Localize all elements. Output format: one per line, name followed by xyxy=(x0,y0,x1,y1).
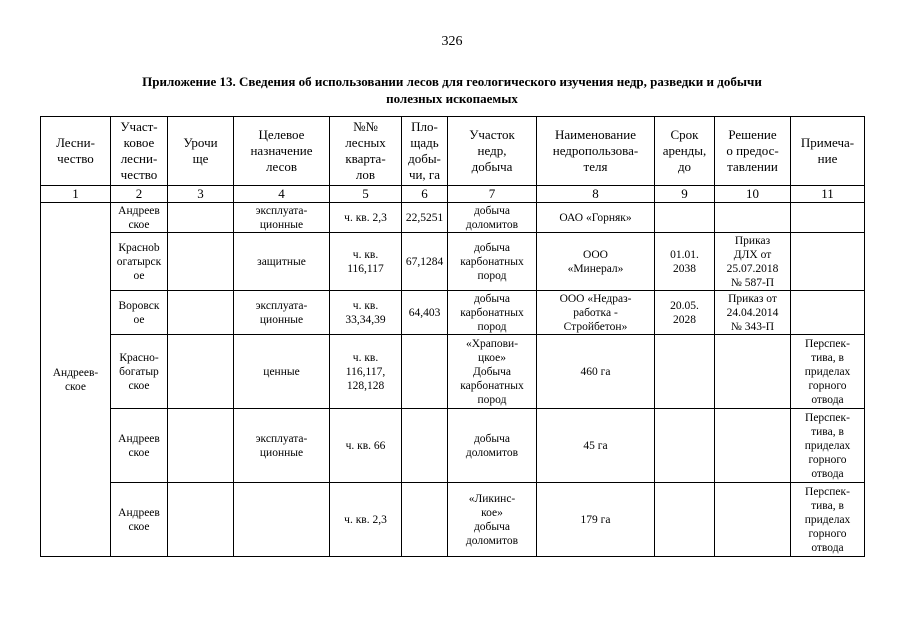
cell-text-line: пород xyxy=(477,393,507,406)
header-tract xyxy=(168,117,234,186)
cell-text-line: лесни- xyxy=(120,151,158,166)
cell-text-line: ч. кв. xyxy=(352,351,379,364)
cell-text-line: ч. кв. 2,3 xyxy=(344,513,387,526)
tract-cell xyxy=(168,483,234,557)
cell-text-line: Андреев xyxy=(118,506,160,519)
cell-text-line: «Ликинс- xyxy=(468,492,516,505)
cell-text-line: 64,403 xyxy=(408,306,441,319)
decision-cell xyxy=(715,483,791,557)
cell-text-line: недр, xyxy=(477,143,507,158)
cell-text-line: Перспек- xyxy=(805,337,850,350)
cell-text-line: ще xyxy=(192,151,209,166)
cell-text-line: Андреев xyxy=(118,432,160,445)
cell-text-line: добыча xyxy=(473,292,511,305)
cell-text-line: эксплуата- xyxy=(255,204,308,217)
cell-text-line: доломитов xyxy=(465,218,519,231)
cell-text-line: ское xyxy=(128,446,150,459)
cell-text-line: огатырск xyxy=(116,255,162,268)
note-cell xyxy=(791,335,865,409)
cell-text-line: чи, га xyxy=(408,167,441,182)
cell-text-line: эксплуата- xyxy=(255,432,308,445)
cell-text-line: Краснob xyxy=(118,241,160,254)
cell-text-line: тавлении xyxy=(727,159,778,174)
header-row xyxy=(41,117,865,186)
cell-text-line: 22,5251 xyxy=(405,211,444,224)
header-subsoil xyxy=(448,117,537,186)
user-cell xyxy=(537,409,655,483)
purpose-cell xyxy=(234,233,330,291)
cell-text-line: отвода xyxy=(811,393,844,406)
cell-text-line: Участ- xyxy=(120,119,158,134)
purpose-cell xyxy=(234,335,330,409)
cell-text-line: ое xyxy=(133,269,145,282)
cell-text-line: кварта- xyxy=(345,151,386,166)
document-title xyxy=(60,73,844,107)
cell-text-line: Примеча- xyxy=(800,135,855,150)
header-quarters xyxy=(330,117,402,186)
user-cell xyxy=(537,203,655,233)
cell-text-line: ционные xyxy=(259,218,304,231)
user-cell xyxy=(537,233,655,291)
district-cell xyxy=(111,483,168,557)
cell-text-line: добыча xyxy=(473,432,511,445)
cell-text-line: тива, в xyxy=(811,425,844,438)
purpose-cell xyxy=(234,409,330,483)
cell-text-line: пород xyxy=(477,320,507,333)
cell-text-line: теля xyxy=(583,159,608,174)
cell-text-line: назначение xyxy=(250,143,313,158)
cell-text-line: горного xyxy=(808,453,847,466)
cell-text-line: Андреев xyxy=(118,204,160,217)
cell-text-line: ние xyxy=(817,151,838,166)
cell-text-line: добыча xyxy=(471,159,513,174)
user-cell xyxy=(537,483,655,557)
cell-text-line: ое xyxy=(133,313,145,326)
column-number-row xyxy=(41,186,865,203)
area-cell xyxy=(402,233,448,291)
column-number: 8 xyxy=(537,186,655,203)
purpose-cell xyxy=(234,483,330,557)
district-cell xyxy=(111,409,168,483)
purpose-cell xyxy=(234,291,330,335)
cell-text-line: Урочи xyxy=(183,135,218,150)
cell-text-line: ДЛХ от xyxy=(733,248,772,261)
cell-text-line: «Храпови- xyxy=(465,337,519,350)
cell-text-line: тива, в xyxy=(811,351,844,364)
cell-text-line: Наименование xyxy=(555,127,636,142)
cell-text-line: карбонатных xyxy=(460,306,524,319)
tract-cell xyxy=(168,291,234,335)
cell-text-line: аренды, xyxy=(662,143,707,158)
cell-text-line: Перспек- xyxy=(805,411,850,424)
area-cell xyxy=(402,291,448,335)
cell-text-line: 20.05. xyxy=(670,299,699,312)
cell-text-line: ООО «Недраз- xyxy=(559,292,632,305)
area-cell xyxy=(402,203,448,233)
forestry-cell xyxy=(41,203,111,557)
cell-text-line: лесных xyxy=(345,135,386,150)
cell-text-line: недропользова- xyxy=(552,143,639,158)
header-area xyxy=(402,117,448,186)
cell-text-line: Участок xyxy=(469,127,515,142)
decision-cell xyxy=(715,233,791,291)
user-cell xyxy=(537,335,655,409)
cell-text-line: ционные xyxy=(259,313,304,326)
tract-cell xyxy=(168,409,234,483)
cell-text-line: Лесни- xyxy=(56,135,95,150)
table-row xyxy=(41,483,865,557)
cell-text-line: щадь xyxy=(410,135,439,150)
quarters-cell xyxy=(330,291,402,335)
cell-text-line: защитные xyxy=(257,255,306,268)
cell-text-line: ковое xyxy=(123,135,155,150)
header-lease xyxy=(655,117,715,186)
district-cell xyxy=(111,233,168,291)
cell-text-line: эксплуата- xyxy=(255,299,308,312)
cell-text-line: ч. кв. xyxy=(352,299,379,312)
cell-text-line: № 343-П xyxy=(730,320,775,333)
subsoil-cell xyxy=(448,233,537,291)
decision-cell xyxy=(715,203,791,233)
cell-text-line: богатыр xyxy=(119,365,159,378)
cell-text-line: лов xyxy=(355,167,376,182)
subsoil-cell xyxy=(448,291,537,335)
cell-text-line: ч. кв. 66 xyxy=(345,439,386,452)
cell-text-line: ООО xyxy=(583,248,608,261)
cell-text-line: горного xyxy=(808,527,847,540)
cell-text-line: карбонатных xyxy=(460,379,524,392)
column-number: 1 xyxy=(41,186,111,203)
column-number: 3 xyxy=(168,186,234,203)
cell-text-line: ское xyxy=(128,218,150,231)
cell-text-line: чество xyxy=(120,167,158,182)
column-number: 2 xyxy=(111,186,168,203)
cell-text-line: Приказ xyxy=(734,234,771,247)
cell-text-line: добыча xyxy=(473,520,511,533)
cell-text-line: 128,128 xyxy=(346,379,385,392)
cell-text-line: чество xyxy=(57,151,94,166)
cell-text-line: Добыча xyxy=(472,365,512,378)
column-number: 5 xyxy=(330,186,402,203)
decision-cell xyxy=(715,291,791,335)
column-number: 10 xyxy=(715,186,791,203)
cell-text-line: № 587-П xyxy=(730,276,775,289)
cell-text-line: ское xyxy=(64,380,87,393)
header-district-forestry xyxy=(111,117,168,186)
cell-text-line: добыча xyxy=(473,204,511,217)
quarters-cell xyxy=(330,483,402,557)
cell-text-line: тива, в xyxy=(811,499,844,512)
cell-text-line: добыча xyxy=(473,241,511,254)
cell-text-line: ценные xyxy=(263,365,300,378)
column-number: 6 xyxy=(402,186,448,203)
cell-text-line: 01.01. xyxy=(670,248,699,261)
header-forestry xyxy=(41,117,111,186)
header-decision xyxy=(715,117,791,186)
district-cell xyxy=(111,203,168,233)
cell-text-line: 116,117, xyxy=(345,365,386,378)
cell-text-line: 25.07.2018 xyxy=(726,262,779,275)
cell-text-line: Андреев- xyxy=(52,366,99,379)
note-cell xyxy=(791,233,865,291)
decision-cell xyxy=(715,409,791,483)
header-purpose xyxy=(234,117,330,186)
cell-text-line: ционные xyxy=(259,446,304,459)
header-note xyxy=(791,117,865,186)
column-number: 7 xyxy=(448,186,537,203)
subsoil-cell xyxy=(448,335,537,409)
cell-text-line: приделах xyxy=(804,365,851,378)
column-number: 11 xyxy=(791,186,865,203)
subsoil-cell xyxy=(448,203,537,233)
cell-text-line: Воровск xyxy=(118,299,160,312)
cell-text-line: карбонатных xyxy=(460,255,524,268)
cell-text-line: Срок xyxy=(670,127,699,142)
cell-text-line: «Минерал» xyxy=(567,262,624,275)
cell-text-line: доломитов xyxy=(465,446,519,459)
cell-text-line: Целевое xyxy=(258,127,305,142)
decision-cell xyxy=(715,335,791,409)
cell-text-line: №№ xyxy=(353,119,378,134)
cell-text-line: 24.04.2014 xyxy=(726,306,779,319)
cell-text-line: 33,34,39 xyxy=(345,313,386,326)
cell-text-line: приделах xyxy=(804,513,851,526)
cell-text-line: до xyxy=(677,159,692,174)
column-number: 9 xyxy=(655,186,715,203)
cell-text-line: приделах xyxy=(804,439,851,452)
page-number: 326 xyxy=(441,34,463,49)
cell-text-line: добы- xyxy=(408,151,441,166)
title-line-1: Приложение 13. Сведения об использовании лесов для геологического изучения недр, разведки и добычи xyxy=(142,74,762,89)
note-cell xyxy=(791,483,865,557)
subsoil-cell xyxy=(448,483,537,557)
lease-cell xyxy=(655,409,715,483)
tract-cell xyxy=(168,335,234,409)
area-cell xyxy=(402,335,448,409)
cell-text-line: 67,1284 xyxy=(405,255,444,268)
cell-text-line: доломитов xyxy=(465,534,519,547)
column-number: 4 xyxy=(234,186,330,203)
cell-text-line: ское xyxy=(128,379,150,392)
cell-text-line: ское xyxy=(128,520,150,533)
quarters-cell xyxy=(330,233,402,291)
cell-text-line: горного xyxy=(808,379,847,392)
table-row xyxy=(41,291,865,335)
cell-text-line: 460 га xyxy=(580,365,611,378)
cell-text-line: Пло- xyxy=(411,119,438,134)
quarters-cell xyxy=(330,203,402,233)
lease-cell xyxy=(655,203,715,233)
lease-cell xyxy=(655,483,715,557)
quarters-cell xyxy=(330,335,402,409)
district-cell xyxy=(111,335,168,409)
cell-text-line: Стройбетон» xyxy=(563,320,628,333)
cell-text-line: кое» xyxy=(481,506,503,519)
cell-text-line: ч. кв. 2,3 xyxy=(344,211,387,224)
header-user xyxy=(537,117,655,186)
cell-text-line: Перспек- xyxy=(805,485,850,498)
cell-text-line: Приказ от xyxy=(728,292,777,305)
table-row xyxy=(41,409,865,483)
lease-cell xyxy=(655,233,715,291)
user-cell xyxy=(537,291,655,335)
cell-text-line: 2038 xyxy=(673,262,696,275)
cell-text-line: ч. кв. xyxy=(352,248,379,261)
table-row xyxy=(41,233,865,291)
cell-text-line: работка - xyxy=(573,306,618,319)
table-row xyxy=(41,203,865,233)
cell-text-line: 45 га xyxy=(583,439,608,452)
cell-text-line: отвода xyxy=(811,541,844,554)
cell-text-line: Решение xyxy=(728,127,777,142)
cell-text-line: Красно- xyxy=(119,351,159,364)
district-cell xyxy=(111,291,168,335)
cell-text-line: 179 га xyxy=(580,513,611,526)
cell-text-line: цкое» xyxy=(478,351,506,364)
title-line-2: полезных ископаемых xyxy=(386,91,518,106)
area-cell xyxy=(402,483,448,557)
cell-text-line: отвода xyxy=(811,467,844,480)
tract-cell xyxy=(168,203,234,233)
purpose-cell xyxy=(234,203,330,233)
note-cell xyxy=(791,291,865,335)
cell-text-line: о предос- xyxy=(726,143,779,158)
cell-text-line: пород xyxy=(477,269,507,282)
forest-use-table xyxy=(40,116,865,557)
cell-text-line: 2028 xyxy=(673,313,696,326)
cell-text-line: 116,117 xyxy=(347,262,384,275)
lease-cell xyxy=(655,291,715,335)
subsoil-cell xyxy=(448,409,537,483)
tract-cell xyxy=(168,233,234,291)
quarters-cell xyxy=(330,409,402,483)
note-cell xyxy=(791,203,865,233)
table-row xyxy=(41,335,865,409)
cell-text-line: ОАО «Горняк» xyxy=(559,211,632,224)
note-cell xyxy=(791,409,865,483)
lease-cell xyxy=(655,335,715,409)
cell-text-line: лесов xyxy=(266,159,297,174)
area-cell xyxy=(402,409,448,483)
